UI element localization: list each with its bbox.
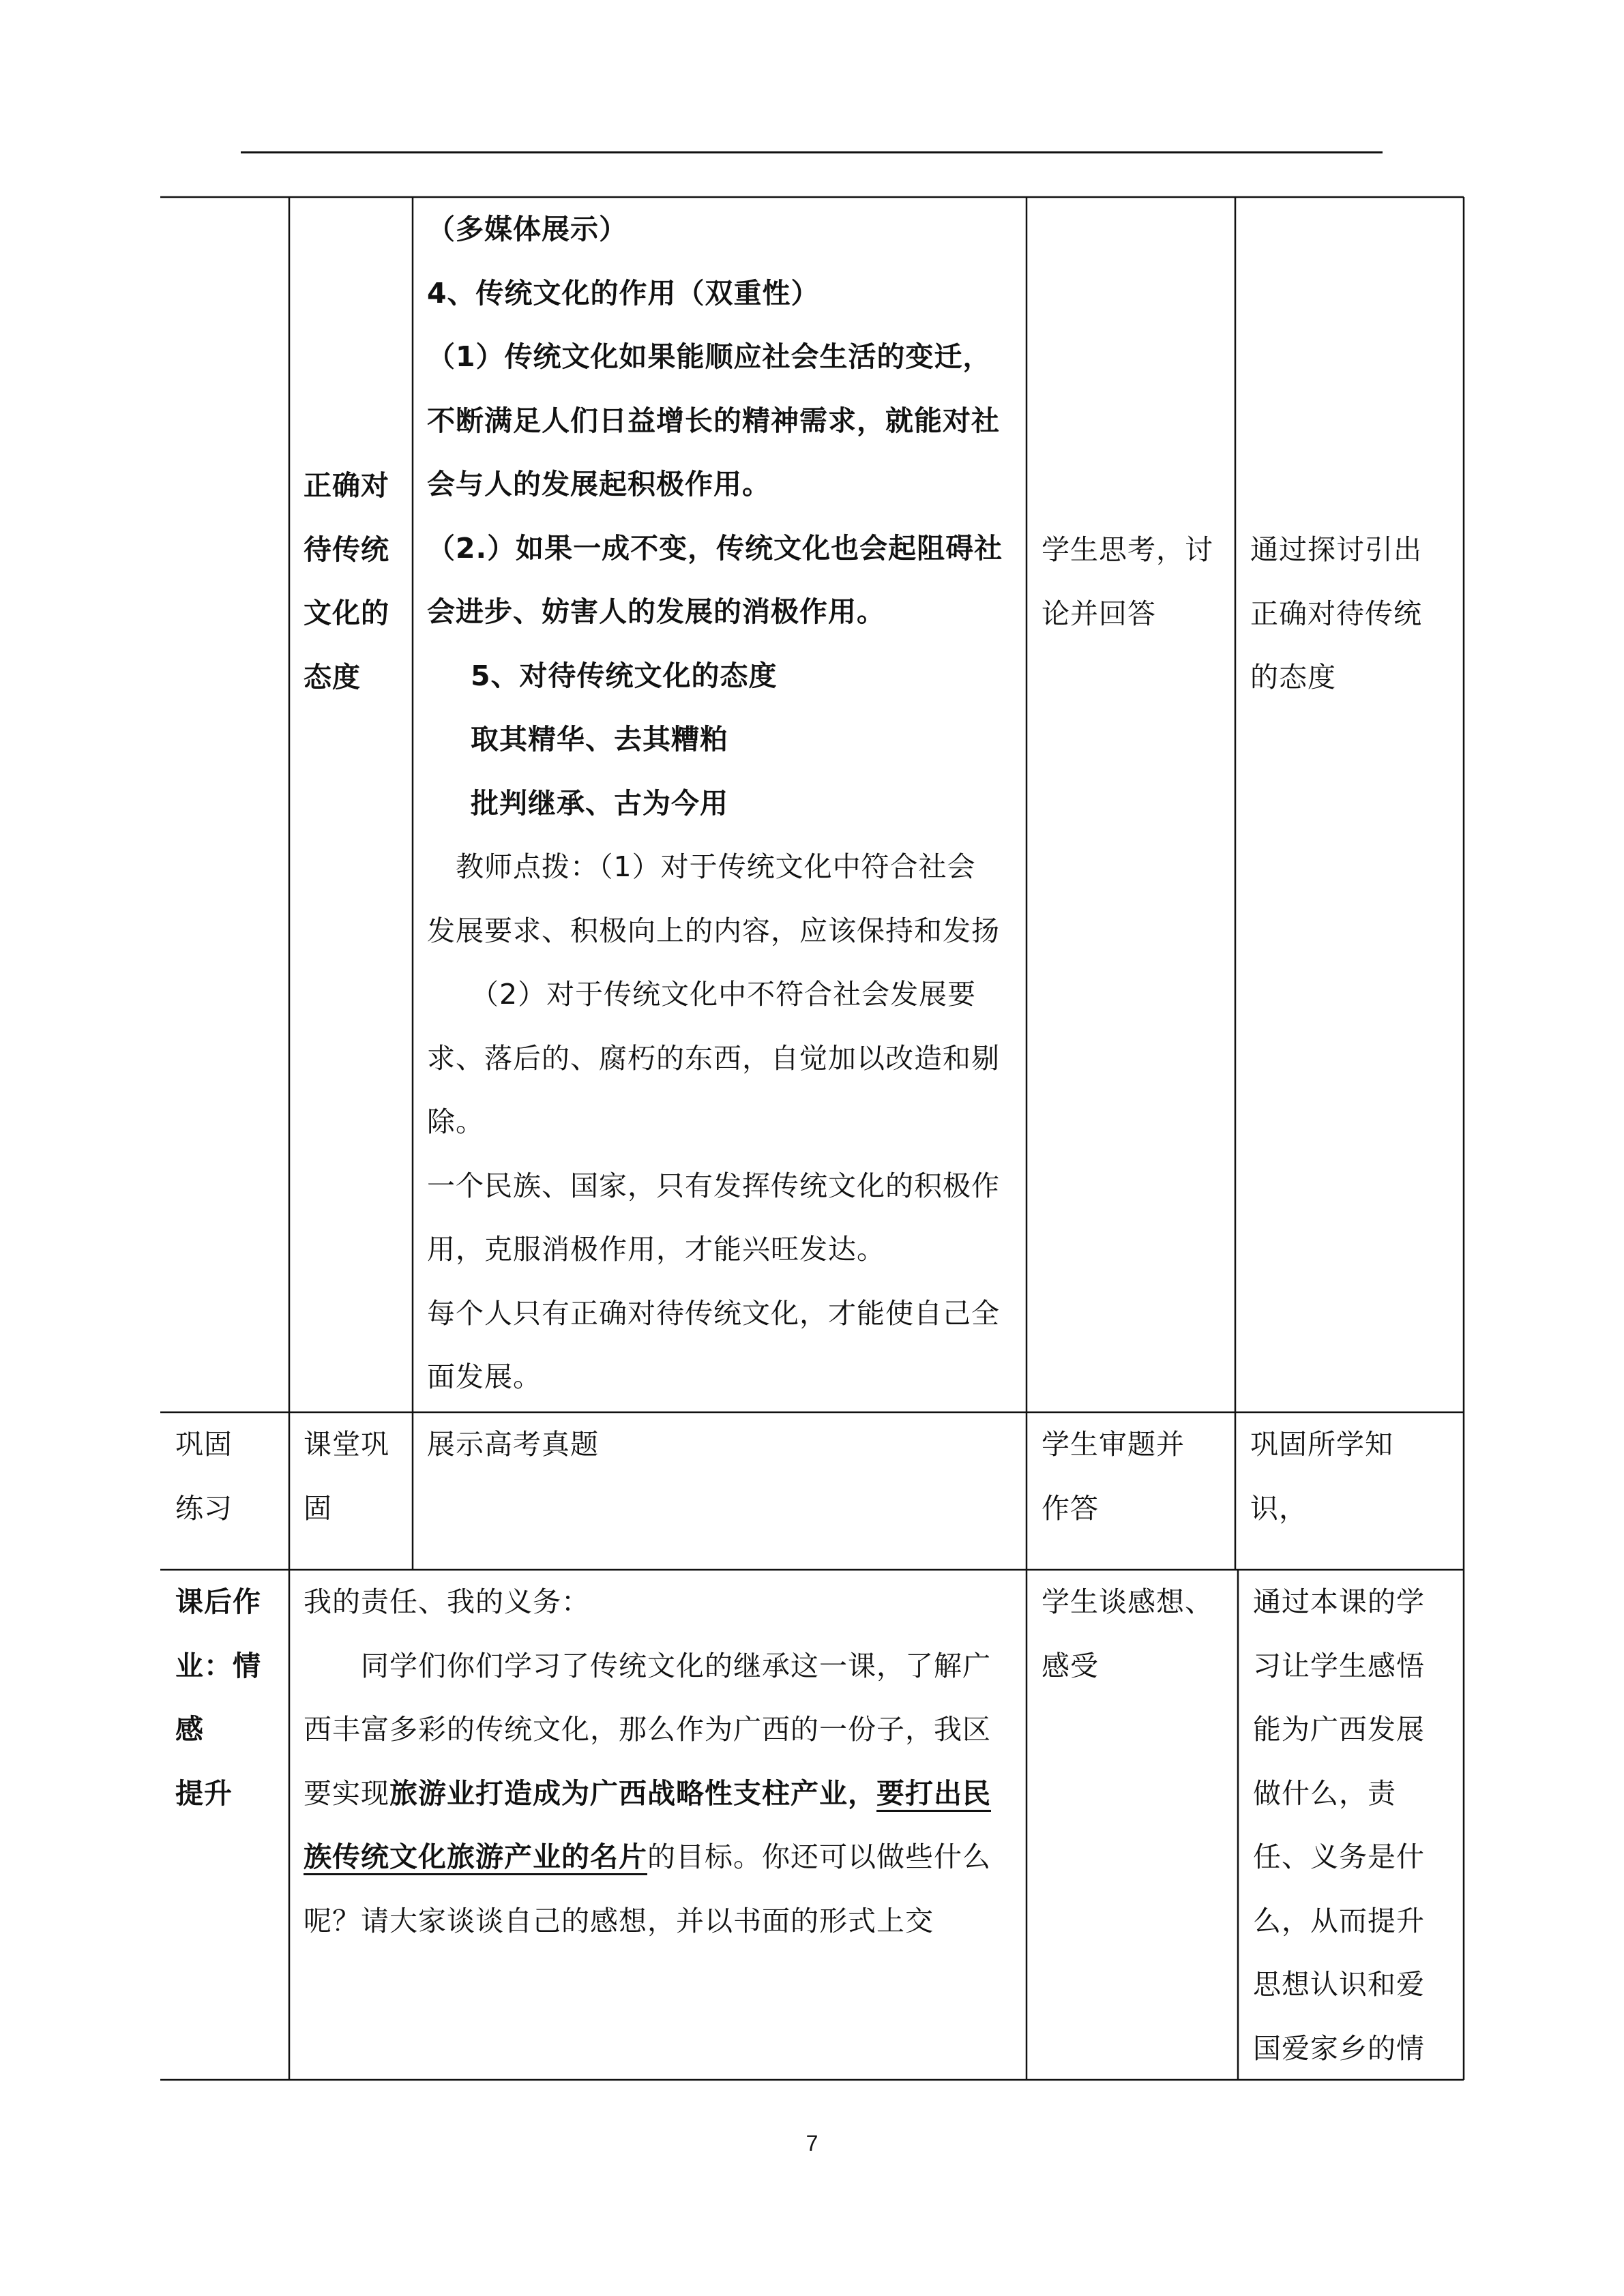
row2-col5 [1250,1413,1393,1540]
row2-col1-line: 练习 [175,1491,233,1525]
row1-col2 [304,454,389,709]
row3-col5-line: 么，从而提升 [1253,1904,1425,1937]
conclusion-line: 用，克服消极作用，才能兴旺发达。 [427,1233,885,1266]
point-2-line: 会进步、妨害人的发展的消极作用。 [427,595,885,628]
homework-underlined-text: 族传统文化旅游产业的名片 [304,1840,647,1873]
row3-col4 [1042,1570,1213,1698]
row3-col1-line: 提升 [175,1776,233,1810]
row1-col2-line: 正确对 [304,469,389,502]
homework-text: 要实现 [304,1776,389,1810]
homework-bold-text: 旅游业打造成为广西战略性支柱产业， [389,1776,876,1810]
point-2-line: （2.）如果一成不变，传统文化也会起阻碍社 [427,531,1003,565]
row2-col4-line: 学生审题并 [1042,1428,1185,1461]
row1-col3 [427,198,1003,1410]
homework-line: 呢？请大家谈谈自己的感想，并以书面的形式上交 [304,1904,934,1937]
row3-col5-line: 任、义务是什 [1253,1840,1425,1873]
homework-line [304,1825,991,1890]
row1-col4-line: 学生思考，讨 [1042,533,1213,566]
row2-col2-line: 固 [304,1491,332,1525]
row3-col5-line: 习让学生感悟 [1253,1649,1425,1682]
teacher-tip-line: 教师点拨：（1）对于传统文化中符合社会 [456,850,976,883]
page-number: 7 [806,2131,818,2156]
homework-underlined-text: 要打出民 [876,1776,991,1810]
multimedia-note: （多媒体展示） [427,213,628,245]
teacher-tip-line: 除。 [427,1105,484,1138]
row3-col2 [304,1570,991,1953]
row2-col2 [304,1413,389,1540]
row2-col2-line: 课堂巩 [304,1428,389,1461]
homework-text: 的目标。你还可以做些什么 [647,1840,991,1873]
row3-col4-line: 学生谈感想、 [1042,1585,1213,1618]
row1-col4 [1042,518,1213,646]
teacher-tip-line: （2）对于传统文化中不符合社会发展要 [471,978,977,1011]
homework-line: 西丰富多彩的传统文化，那么作为广西的一份子，我区 [304,1713,991,1746]
row1-col4-line: 论并回答 [1042,597,1156,630]
row3-col5-line: 做什么，责 [1253,1776,1396,1810]
row3-col1-line: 课后作 [175,1585,261,1618]
row3-col4-line: 感受 [1042,1649,1099,1682]
row3-col5-line: 国爱家乡的情 [1253,2031,1425,2065]
header-rule [241,151,1383,153]
heading-4: 4、传统文化的作用（双重性） [427,276,820,310]
row2-col5-line: 识， [1250,1491,1308,1525]
row1-col5 [1250,518,1422,710]
attitude-2: 批判继承、古为今用 [471,786,728,820]
teacher-tip-line: 求、落后的、腐朽的东西，自觉加以改造和剔 [427,1041,1000,1075]
row3-col1-line: 业：情 [175,1649,261,1682]
row3-col1-line: 感 [175,1713,204,1746]
row3-col5-line: 通过本课的学 [1253,1585,1425,1618]
row1-col5-line: 正确对待传统 [1250,597,1422,630]
row2-col1 [175,1413,233,1540]
row2-col4-line: 作答 [1042,1491,1099,1525]
heading-5: 5、对待传统文化的态度 [471,659,778,692]
row3-col5-line: 能为广西发展 [1253,1713,1425,1746]
row1-col5-line: 通过探讨引出 [1250,533,1422,566]
point-1-line: （1）传统文化如果能顺应社会生活的变迁， [427,340,992,373]
row2-col3 [427,1413,599,1477]
row2-col4 [1042,1413,1185,1540]
row2-col5-line: 巩固所学知 [1250,1428,1393,1461]
row1-col5-line: 的态度 [1250,661,1336,694]
row3-col1 [175,1570,261,1825]
row2-col3-line: 展示高考真题 [427,1428,599,1461]
homework-line [304,1762,991,1826]
homework-title: 我的责任、我的义务： [304,1585,590,1618]
point-1-line: 不断满足人们日益增长的精神需求，就能对社 [427,404,1000,437]
conclusion-line: 一个民族、国家，只有发挥传统文化的积极作 [427,1169,1000,1202]
conclusion-line: 每个人只有正确对待传统文化，才能使自己全 [427,1296,1000,1330]
row3-col5-line: 思想认识和爱 [1253,1968,1425,2001]
row3-col5 [1253,1570,1425,2081]
row1-col2-line: 待传统 [304,533,389,566]
teacher-tip-line: 发展要求、积极向上的内容，应该保持和发扬 [427,914,1000,947]
row1-col2-line: 态度 [304,660,361,694]
attitude-1: 取其精华、去其糟粕 [471,723,728,756]
homework-line: 同学们你们学习了传统文化的继承这一课，了解广 [361,1649,991,1682]
row2-col1-line: 巩固 [175,1428,233,1461]
conclusion-line: 面发展。 [427,1360,542,1393]
point-1-line: 会与人的发展起积极作用。 [427,468,771,501]
row1-col2-line: 文化的 [304,597,389,629]
